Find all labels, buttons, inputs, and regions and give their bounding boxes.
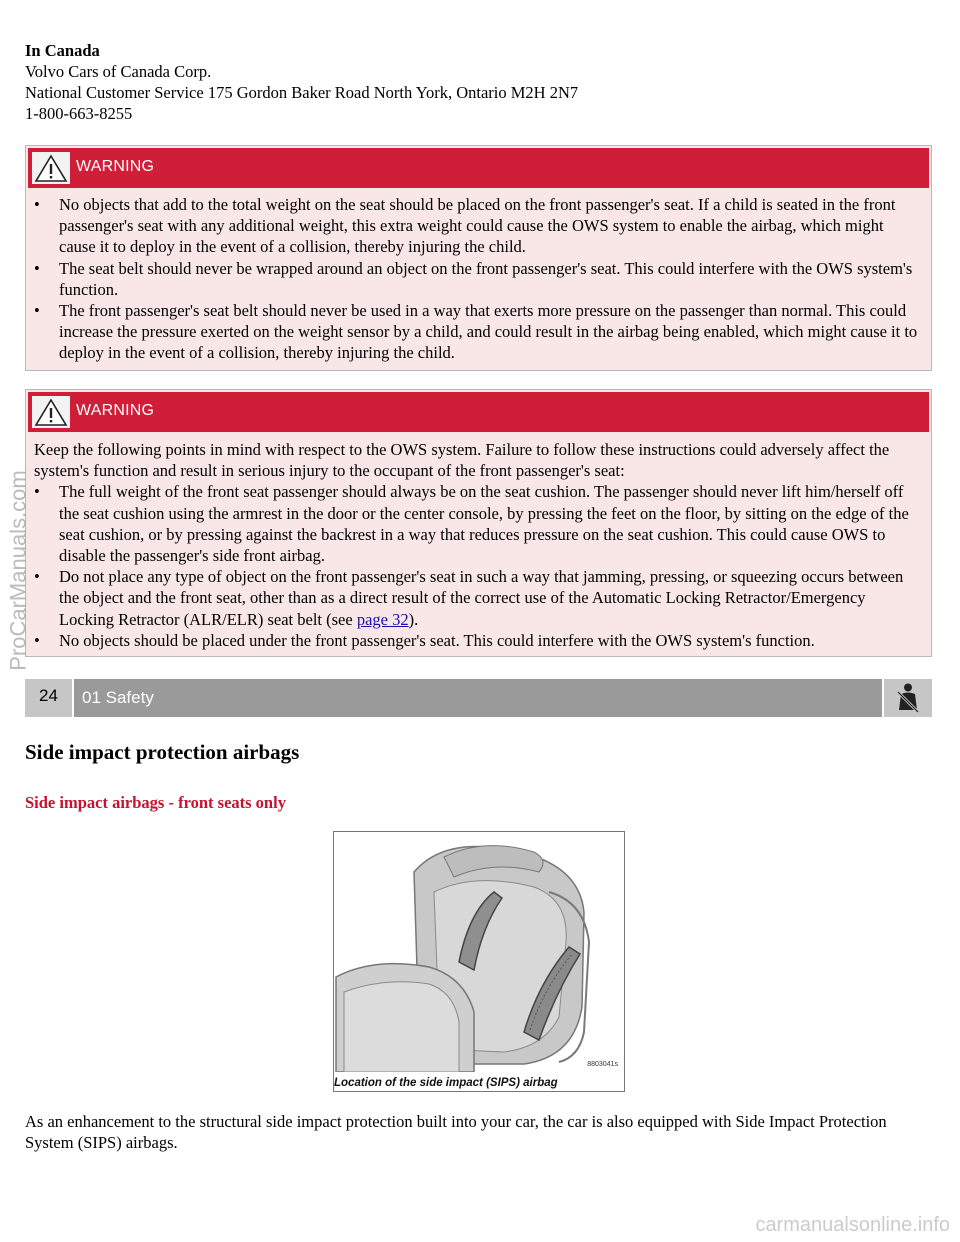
chapter-bar xyxy=(25,679,932,717)
canada-address: National Customer Service 175 Gordon Baker Road North York, Ontario M2H 2N7 xyxy=(25,83,579,102)
warning-item: • No objects should be placed under the front passenger's seat. This could interfere with the OWS system's function. xyxy=(34,630,815,650)
seat-illustration xyxy=(333,831,625,1092)
side-watermark: ProCarManuals.com xyxy=(5,470,31,671)
warning-triangle-icon xyxy=(32,396,70,428)
warning-header xyxy=(28,148,929,188)
warning-header xyxy=(28,392,929,432)
figure-code: 8803041s xyxy=(587,1061,618,1068)
section-subtitle: Side impact airbags - front seats only xyxy=(25,793,286,812)
warning-box-1 xyxy=(25,145,932,371)
seat-belt-icon xyxy=(893,682,923,714)
warning-item: • The full weight of the front seat passenger should always be on the seat cushion. The passenger should never lift him/herself off the seat cushion using the armrest in the door or the center console, by pressing the feet on the floor, by sitting on the edge of the seat cushion, or by pressing against the backrest in a way that reduces pressure on the seat cushion. This could cause OWS to disable the passenger's side front airbag. xyxy=(34,482,909,566)
figure-caption: Location of the side impact (SIPS) airbag xyxy=(334,1077,558,1089)
warning-item: • The front passenger's seat belt should never be used in a way that exerts more pressure on the passenger than normal. This could increase the pressure exerted on the weight sensor by a child, and could result in the airbag being enabled, which might cause it to deploy in the event of a collision, thereby injuring the child. xyxy=(34,301,918,363)
warning-item: • The seat belt should never be wrapped around an object on the front passenger's seat. This could interfere with the OWS system's function. xyxy=(34,258,913,299)
footer-watermark: carmanualsonline.info xyxy=(755,1214,950,1236)
warning-label: WARNING xyxy=(76,158,155,175)
warning-intro: Keep the following points in mind with respect to the OWS system. Failure to follow these instructions could adversely affect the system's function and result in serious injury to the occupant of the front passenger's seat: xyxy=(34,440,890,481)
section-title: Side impact protection airbags xyxy=(25,740,300,764)
chapter-title: 01 Safety xyxy=(74,679,882,717)
warning-item: • No objects that add to the total weight on the seat should be placed on the front passenger's seat. If a child is seated in the front passenger's seat with any additional weight, this extra weight could cause the OWS system to enable the airbag, which might cause it to deploy in the event of a collision, thereby injuring the child. xyxy=(34,195,896,257)
chapter-icon-box xyxy=(884,679,932,717)
page-number: 24 xyxy=(25,679,72,717)
warning-triangle-icon xyxy=(32,152,70,184)
body-paragraph: As an enhancement to the structural side impact protection built into your car, the car is also equipped with Side Impact Protection System (SIPS) airbags. xyxy=(25,1112,887,1152)
canada-company: Volvo Cars of Canada Corp. xyxy=(25,62,212,81)
warning-body xyxy=(26,188,931,372)
warning-body xyxy=(26,432,931,659)
warning-box-2 xyxy=(25,389,932,657)
canada-contact xyxy=(25,40,925,124)
warning-item: • Do not place any type of object on the front passenger's seat in such a way that jamming, pressing, or squeezing occurs between the object and the front seat, other than as a direct result of the correct use of the Automatic Locking Retractor/Emergency Locking Retractor (ALR/ELR) seat belt (see page 32). xyxy=(34,567,904,629)
seat-drawing xyxy=(334,832,624,1072)
warning-label: WARNING xyxy=(76,402,155,419)
canada-phone: 1-800-663-8255 xyxy=(25,104,133,123)
canada-heading: In Canada xyxy=(25,41,100,60)
page-32-link[interactable]: page 32 xyxy=(356,609,409,629)
